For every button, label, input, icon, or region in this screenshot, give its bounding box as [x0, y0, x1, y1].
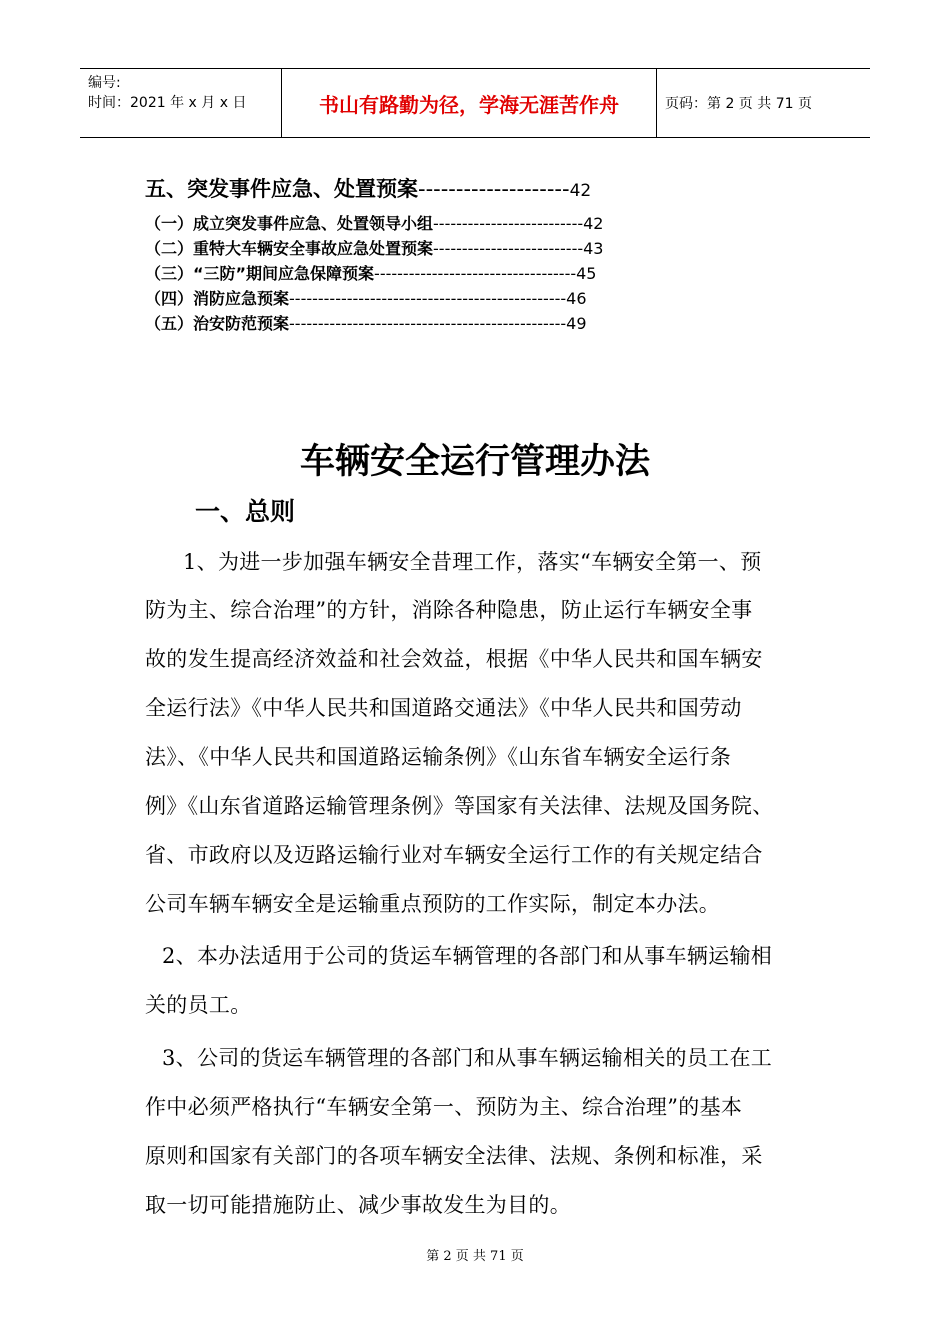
toc-item-text: （一）成立突发事件应急、处置领导小组 — [145, 214, 434, 233]
toc-item-page: 45 — [576, 264, 597, 283]
document-title: 车辆安全运行管理办法 — [299, 442, 650, 482]
toc-main-text: 五、突发事件应急、处置预案 — [145, 177, 418, 201]
toc-item — [145, 211, 603, 234]
toc-item — [145, 261, 596, 284]
toc-item — [145, 236, 603, 259]
paragraph-line: 公司车辆车辆安全是运输重点预防的工作实际，制定本办法。 — [145, 892, 721, 916]
header-meta — [80, 69, 282, 137]
toc-item — [145, 311, 587, 334]
paragraph-line: 法》、《中华人民共和国道路运输条例》《山东省车辆安全运行条 — [145, 745, 732, 769]
toc-item-page: 42 — [583, 214, 604, 233]
toc-item-text: （五）治安防范预案 — [145, 314, 290, 333]
header-time: 时间：2021 年 x 月 x 日 — [88, 95, 247, 111]
paragraph-line: 3、公司的货运车辆管理的各部门和从事车辆运输相关的员工在工 — [162, 1046, 773, 1070]
header-number: 编号: — [88, 75, 121, 91]
toc-item-dashes: -------------------------- — [433, 214, 584, 233]
toc-item-page: 46 — [566, 289, 587, 308]
paragraph-line: 作中必须严格执行“车辆安全第一、预防为主、综合治理”的基本 — [145, 1095, 743, 1119]
header-page-info: 页码：第 2 页 共 71 页 — [665, 96, 812, 112]
toc-item-text: （三）“三防”期间应急保障预案 — [145, 264, 375, 283]
toc-item-dashes: -------------------------- — [433, 239, 584, 258]
toc-main-entry — [145, 173, 591, 203]
toc-item-text: （四）消防应急预案 — [145, 289, 290, 308]
paragraph-line: 关的员工。 — [145, 993, 252, 1017]
toc-item-dashes: ------------------------------------------------ — [289, 289, 567, 308]
toc-item-page: 49 — [566, 314, 587, 333]
paragraph-line: 1、为进一步加强车辆安全昔理工作，落实“车辆安全第一、预 — [183, 550, 762, 574]
toc-item — [145, 286, 587, 309]
paragraph-line: 全运行法》《中华人民共和国道路交通法》《中华人民共和国劳动 — [145, 696, 742, 720]
page-header — [80, 68, 870, 138]
page-footer: 第 2 页 共 71 页 — [426, 1249, 524, 1264]
header-motto: 书山有路勤为径，学海无涯苦作舟 — [282, 69, 657, 137]
toc-item-dashes: ------------------------------------------------ — [289, 314, 567, 333]
toc-main-page: 42 — [569, 181, 592, 201]
paragraph-line: 省、市政府以及迈路运输行业对车辆安全运行工作的有关规定结合 — [145, 843, 763, 867]
paragraph-line: 2、本办法适用于公司的货运车辆管理的各部门和从事车辆运输相 — [162, 944, 773, 968]
toc-item-dashes: ----------------------------------- — [374, 264, 577, 283]
section-title: 一、总则 — [195, 497, 296, 526]
toc-item-page: 43 — [583, 239, 604, 258]
paragraph-line: 取一切可能措施防止、减少事故发生为目的。 — [145, 1193, 571, 1217]
toc-item-text: （二）重特大车辆安全事故应急处置预案 — [145, 239, 434, 258]
paragraph-line: 例》《山东省道路运输管理条例》等国家有关法律、法规及国务院、 — [145, 794, 774, 818]
paragraph-line: 原则和国家有关部门的各项车辆安全法律、法规、条例和标准，采 — [145, 1144, 763, 1168]
paragraph-line: 故的发生提高经济效益和社会效益，根据《中华人民共和国车辆安 — [145, 647, 763, 671]
paragraph-line: 防为主、综合治理”的方针，消除各种隐患，防止运行车辆安全事 — [145, 598, 753, 622]
toc-main-dashes: -------------------- — [418, 177, 570, 201]
